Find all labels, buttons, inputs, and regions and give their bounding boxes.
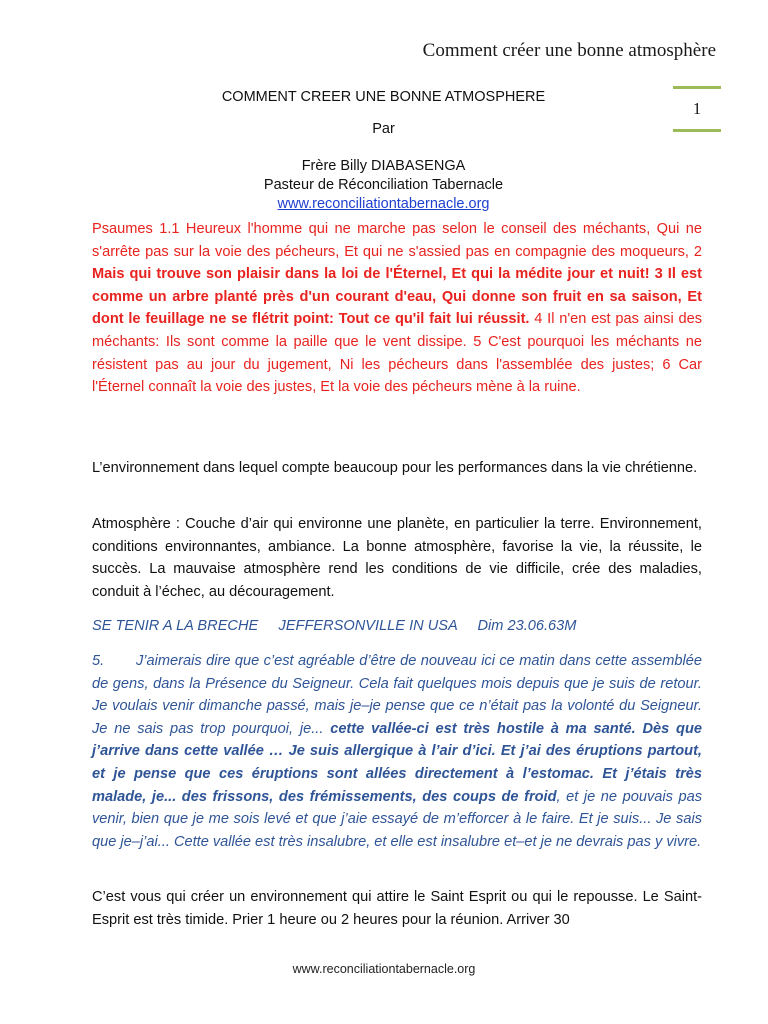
- sermon-text-1: J’aimerais dire que c’est agréable d’être de nouveau ici ce matin dans cette assemblée de gens, dans la Présence du Seigneur. Cela fait quelques mois depuis que je suis de retour. Je voulais venir dimanche passé, mais je–je pense que ce n’était pas la volonté du Seigneur. Je ne sais pas trop pourquoi, je...: [92, 653, 702, 737]
- psalm-text-1: Psaumes 1.1 Heureux l'homme qui ne marche pas selon le conseil des méchants, Qui ne s'arrête pas sur la voie des pécheurs, Et qui ne s'assied pas en compagnie des moqueurs, 2: [92, 221, 702, 260]
- author-block: [92, 157, 675, 214]
- psalm-paragraph: [92, 218, 702, 399]
- psalm-text-bold: Mais qui trouve son plaisir dans la loi de l'Éternel, Et qui la médite jour et nuit! 3 Il est comme un arbre planté près d'un courant d'eau, Qui donne son fruit en sa saison, Et dont le feuillage ne se flétrit point: Tout ce qu'il fait lui réussit.: [92, 266, 702, 328]
- sermon-text-bold: cette vallée-ci est très hostile à ma santé. Dès que j’arrive dans cette vallée … Je suis allergique à l’air d’ici. Et j’ai des éruptions partout, et je pense que ces éruptions sont allées directement à l’estomac. Et j’étais très malade, je... des frissons, des frémissements, des coups de froid: [92, 720, 702, 805]
- website-link[interactable]: www.reconciliationtabernacle.org: [277, 196, 490, 212]
- sermon-paragraph-number: 5.: [92, 653, 105, 669]
- by-line: Par: [372, 121, 395, 137]
- footer-website: www.reconciliationtabernacle.org: [292, 962, 476, 976]
- environment-paragraph: L’environnement dans lequel compte beaucoup pour les performances dans la vie chrétienne.: [92, 460, 698, 476]
- author-role: Pasteur de Réconciliation Tabernacle: [263, 177, 504, 193]
- running-header-title: Comment créer une bonne atmosphère: [422, 40, 716, 61]
- author-name: Frère Billy DIABASENGA: [301, 158, 466, 174]
- sermon-quote: [92, 650, 702, 853]
- closing-paragraph: C’est vous qui créer un environnement qui attire le Saint Esprit ou qui le repousse. Le Saint-Esprit est très timide. Prier 1 heure ou 2 heures pour la réunion. Arriver 30: [92, 889, 702, 928]
- document-title: COMMENT CREER UNE BONNE ATMOSPHERE: [221, 89, 546, 105]
- sermon-heading: SE TENIR A LA BRECHE JEFFERSONVILLE IN USA Dim 23.06.63M: [92, 618, 577, 634]
- psalm-text-2: 4 Il n'en est pas ainsi des méchants: Ils sont comme la paille que le vent dissipe. 5 C'est pourquoi les méchants ne résistent pas au jour du jugement, Ni les pécheurs dans l'assemblée des justes; 6 Car l'Éternel connaît la voie des justes, Et la voie des pécheurs mène à la ruine.: [92, 311, 702, 396]
- atmosphere-paragraph: Atmosphère : Couche d’air qui environne une planète, en particulier la terre. Environnement, conditions environnantes, ambiance. La bonne atmosphère, favorise la vie, la réussite, le succès. La mauvaise atmosphère rend les conditions de vie difficile, crée des maladies, conduit à l’échec, au découragement.: [92, 516, 702, 600]
- sermon-text-2: , et je ne pouvais pas venir, bien que je me sois levé et que j’aie essayé de m’efforcer à le faire. Et je suis... Je sais que je–j’ai... Cette vallée est très insalubre, et elle est insalubre et–et je ne devrais pas y vivre.: [92, 788, 702, 850]
- page-number: 1: [673, 86, 721, 132]
